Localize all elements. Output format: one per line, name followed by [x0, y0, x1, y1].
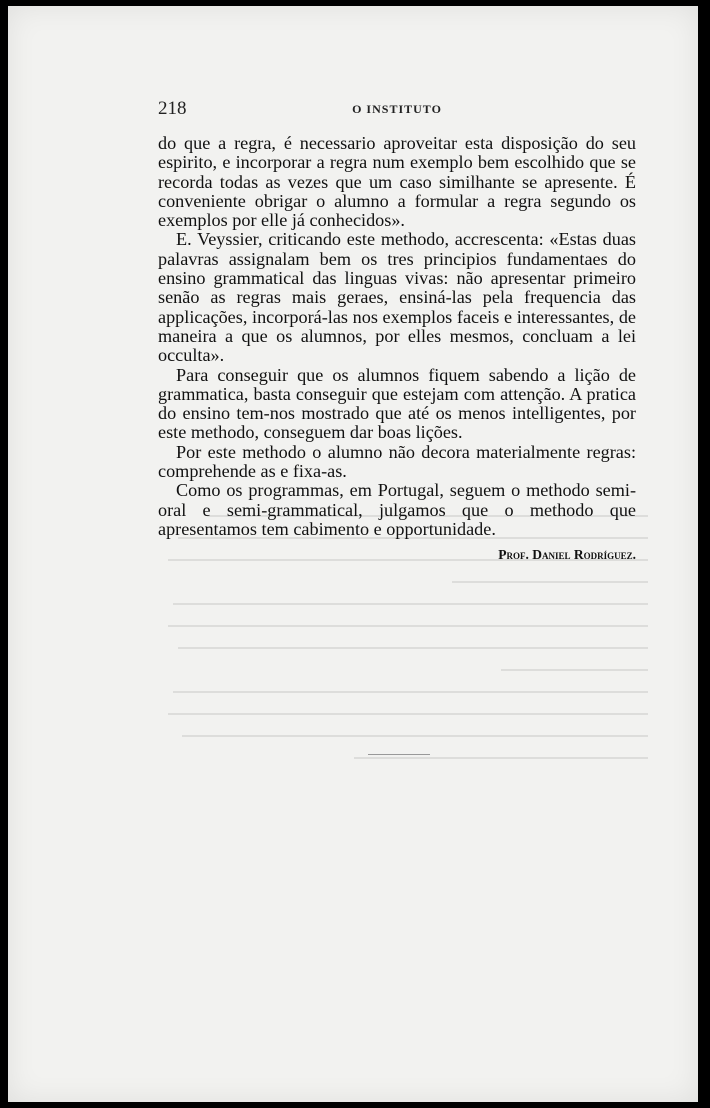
- paragraph: Como os programmas, em Portugal, seguem o methodo semi-oral e semi-grammatical, julgamos que o methodo que apresentamos tem cabimento e opportunidade.: [158, 480, 636, 539]
- running-title: O INSTITUTO: [352, 102, 442, 116]
- paragraph: E. Veyssier, criticando este methodo, accrescenta: «Estas duas palavras assignalam bem os tres principios fundamentaes do ensino grammatical das linguas vivas: não apresentar primeiro senão as regras mais geraes, ensiná-las pela frequencia das applicações, incorporá-las nos exemplos faceis e interessantes, de maneira a que os alumnos, por elles mesmos, concluam a lei occulta».: [158, 229, 636, 366]
- paragraph: Para conseguir que os alumnos fiquem sabendo a lição de grammatica, basta conseguir que estejam com attenção. A pratica do ensino tem-nos mostrado que até os menos intelligentes, por este methodo, conseguem dar boas lições.: [158, 364, 636, 443]
- paragraph: Por este methodo o alumno não decora materialmente regras: comprehende as e fixa-as.: [158, 441, 636, 482]
- bleed-through-rule: [368, 754, 430, 755]
- page-number: 218: [158, 98, 187, 119]
- bleed-through-text: [158, 504, 648, 904]
- body-text: [158, 134, 636, 539]
- page-header: [158, 98, 636, 122]
- paragraph: do que a regra, é necessario aproveitar esta disposição do seu espirito, e incorporar a regra num exemplo bem escolhido que se recorda todas as vezes que um caso similhante se apresente. É conveniente obrigar o alumno a formular a regra segundo os exemplos por elle já conhecidos».: [158, 133, 636, 231]
- document-page: [8, 6, 698, 1102]
- author-signature: Prof. Daniel Rodríguez.: [498, 547, 636, 562]
